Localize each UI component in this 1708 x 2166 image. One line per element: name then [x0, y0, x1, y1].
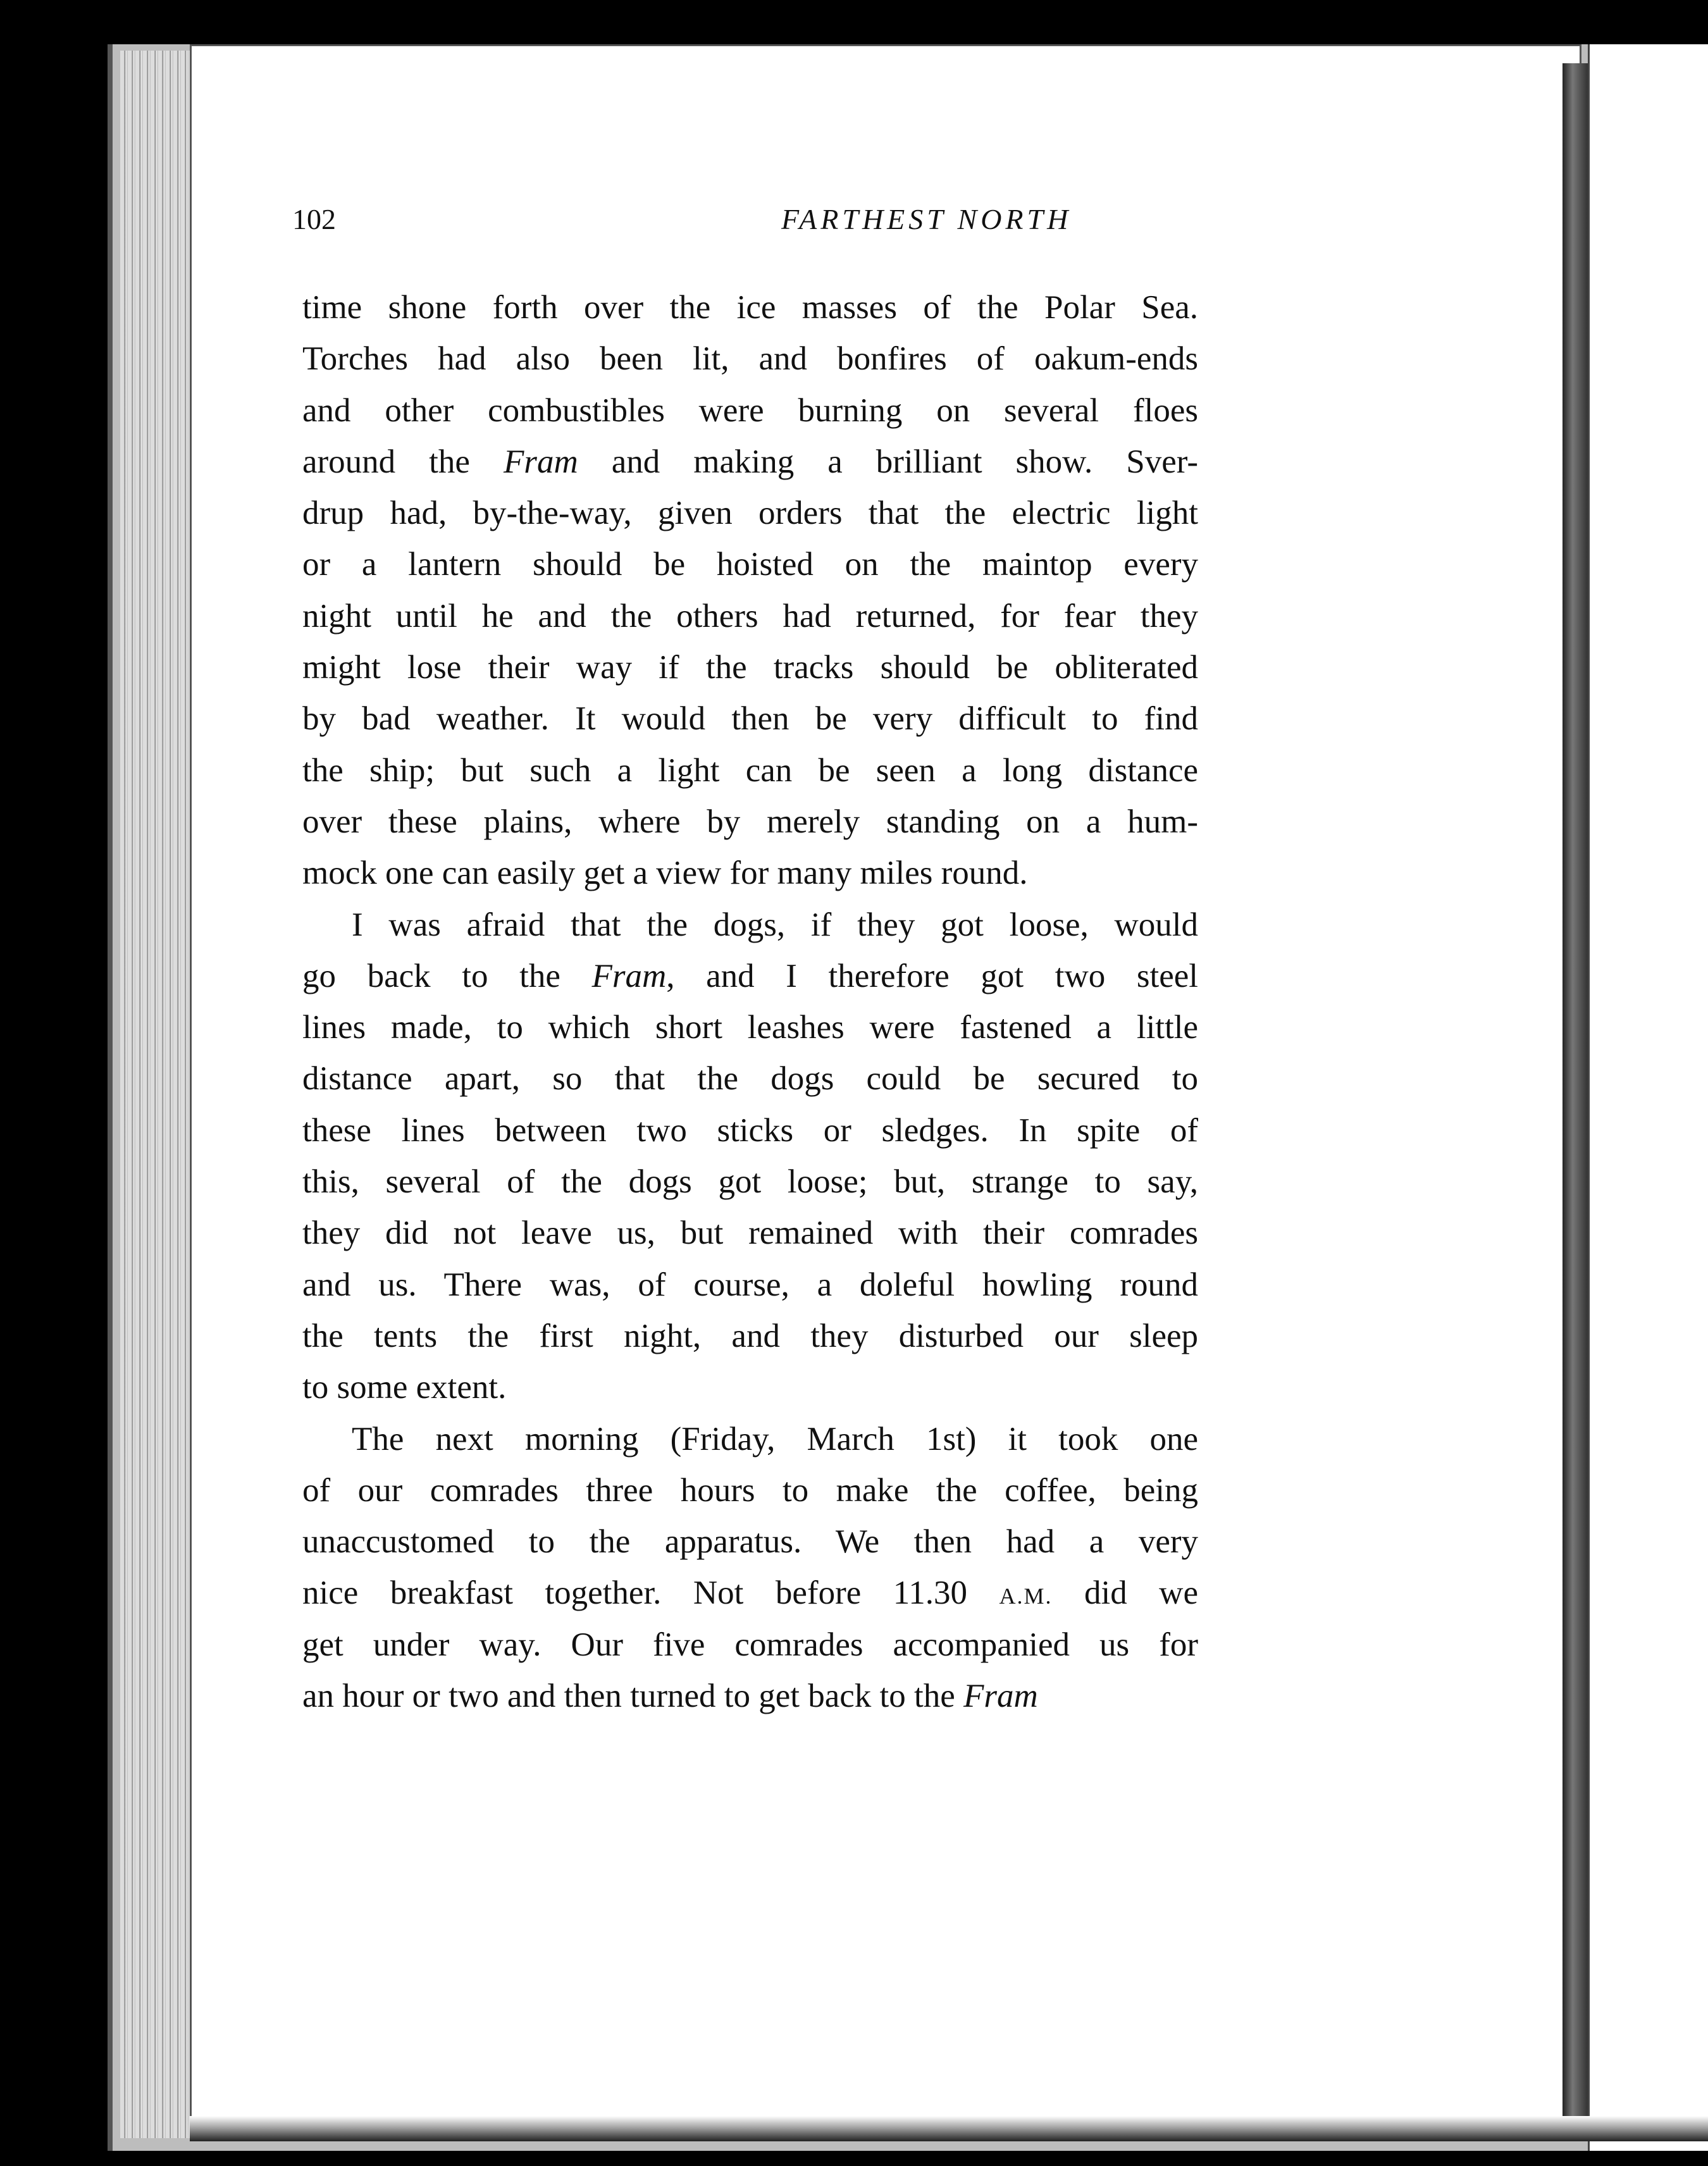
italic-ship-name: Fram [503, 443, 578, 480]
text-line: lines made, to which short leashes were fastened a little [302, 1009, 1198, 1046]
text-line: and us. There was, of course, a doleful howling round [302, 1266, 1198, 1303]
text-line: nice breakfast together. Not before 11.30 A.M. did we [302, 1575, 1198, 1612]
text-line: and other combustibles were burning on several floes [302, 392, 1198, 429]
text-line: distance apart, so that the dogs could be secured to [302, 1060, 1198, 1098]
page-edges [120, 51, 190, 2138]
text-line: this, several of the dogs got loose; but, strange to say, [302, 1163, 1198, 1201]
facing-page-edge [1588, 44, 1708, 2151]
text-line: might lose their way if the tracks should be obliterated [302, 649, 1198, 686]
text-line: these lines between two sticks or sledges. In spite of [302, 1111, 1198, 1149]
running-head [0, 202, 1708, 240]
text-line: the ship; but such a light can be seen a long distance [302, 752, 1198, 789]
page-gutter [1563, 63, 1588, 2132]
text-line: over these plains, where by merely standing on a hum- [302, 803, 1198, 840]
text-line: The next morning (Friday, March 1st) it took one [352, 1420, 1198, 1457]
small-caps-time: A.M. [999, 1583, 1053, 1609]
text-line: or a lantern should be hoisted on the maintop every [302, 546, 1198, 583]
paragraph-3 [302, 1414, 1198, 1723]
text-line: to some extent. [302, 1369, 507, 1406]
text-line: time shone forth over the ice masses of the Polar Sea. [302, 289, 1198, 326]
text-line: unaccustomed to the apparatus. We then had a very [302, 1523, 1198, 1561]
page-number: 102 [292, 203, 336, 235]
text-line: around the Fram and making a brilliant show. Sver- [302, 443, 1198, 480]
text-line: they did not leave us, but remained with their comrades [302, 1215, 1198, 1252]
page-bottom-edge [190, 2116, 1708, 2141]
running-title: FARTHEST NORTH [781, 203, 1072, 235]
text-line: the tents the first night, and they disturbed our sleep [302, 1317, 1198, 1354]
text-line: go back to the Fram, and I therefore got two steel [302, 957, 1198, 994]
text-line: get under way. Our five comrades accompanied us for [302, 1626, 1198, 1663]
text-line: by bad weather. It would then be very difficult to find [302, 700, 1198, 738]
italic-ship-name: Fram [963, 1678, 1038, 1715]
text-line: I was afraid that the dogs, if they got loose, would [352, 906, 1198, 943]
text-line: night until he and the others had returned, for fear they [302, 597, 1198, 634]
text-line: drup had, by-the-way, given orders that the electric light [302, 495, 1198, 532]
paragraph-1 [302, 282, 1198, 900]
text-line: Torches had also been lit, and bonfires of oakum-ends [302, 340, 1198, 378]
text-line: mock one can easily get a view for many miles round. [302, 855, 1028, 892]
text-line: an hour or two and then turned to get back to the Fram [302, 1678, 1038, 1715]
paragraph-2 [302, 900, 1198, 1414]
text-line: of our comrades three hours to make the coffee, being [302, 1471, 1198, 1509]
italic-ship-name: Fram [591, 957, 667, 994]
body-text [302, 282, 1198, 1722]
